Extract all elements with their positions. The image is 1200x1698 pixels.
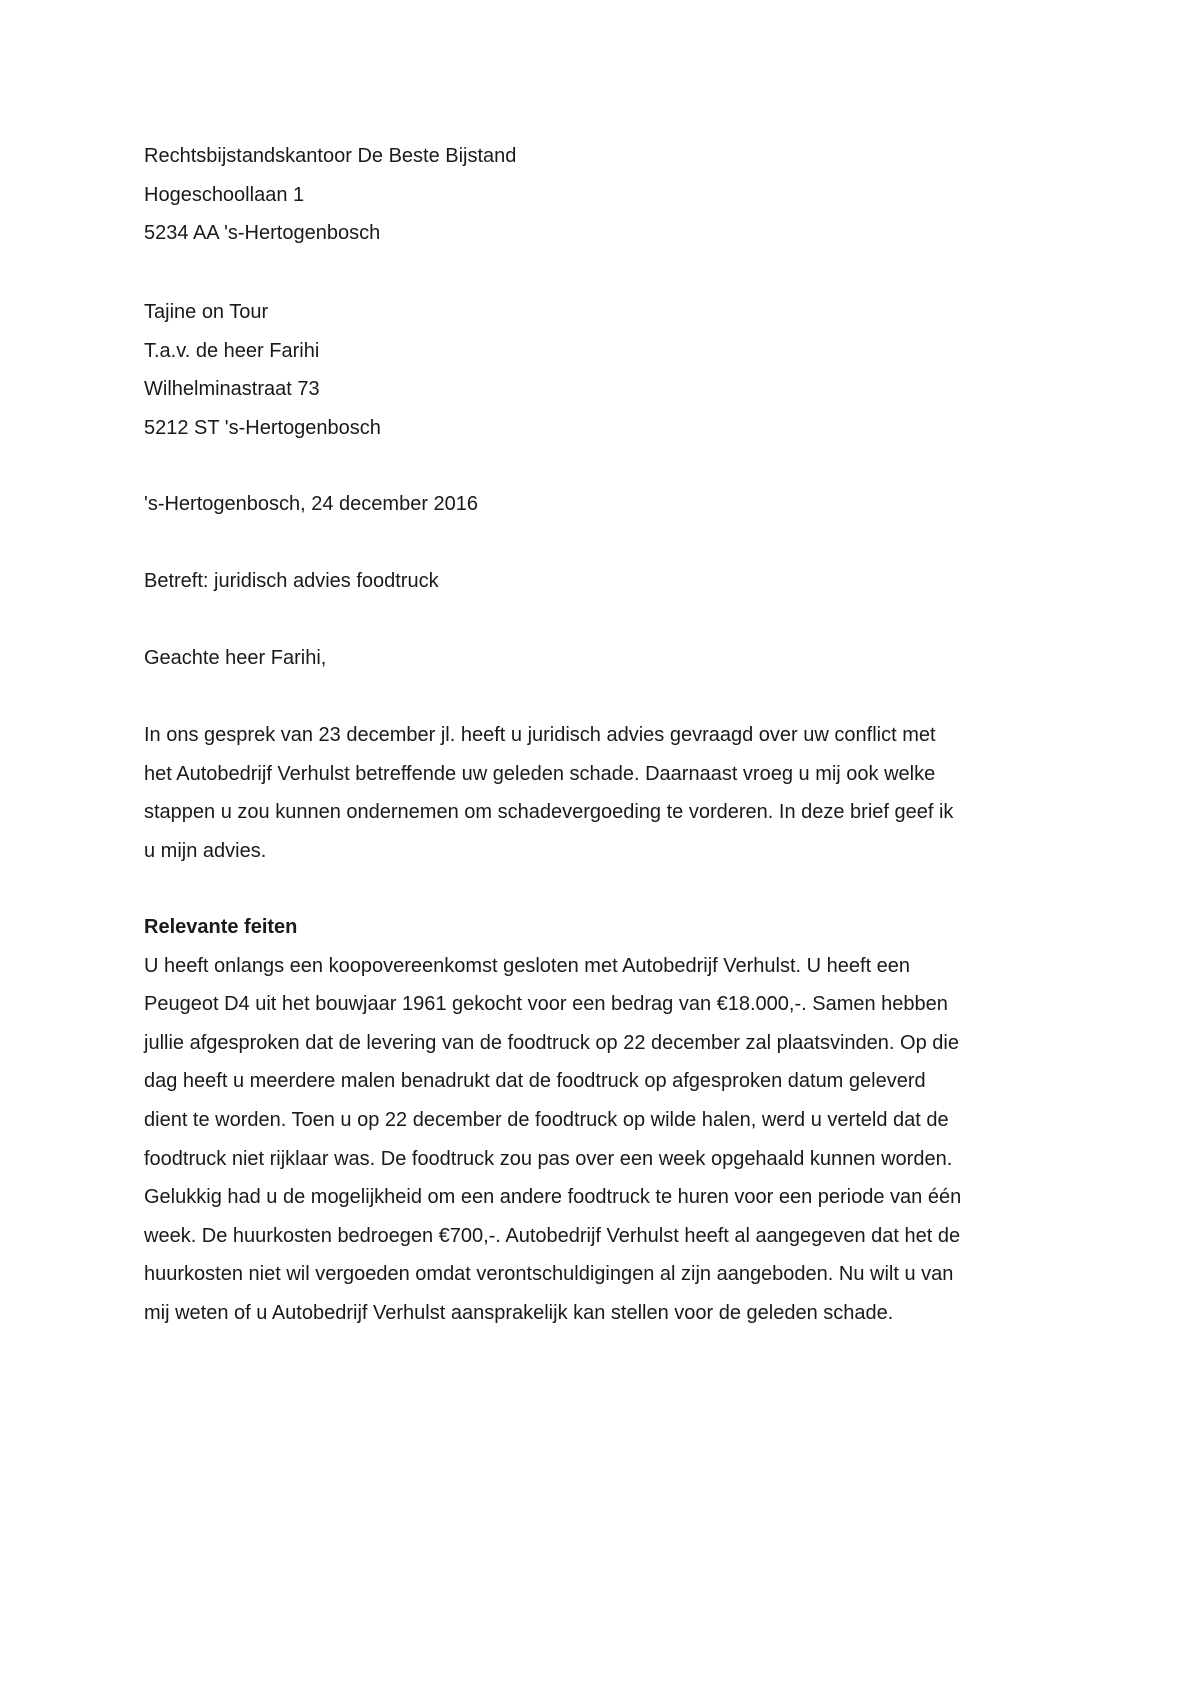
intro-paragraph [144, 716, 1064, 870]
facts-line: foodtruck niet rijklaar was. De foodtruck zou pas over een week opgehaald kunnen worden. [144, 1147, 953, 1170]
letter-salutation [144, 639, 1064, 678]
intro-line: het Autobedrijf Verhulst betreffende uw geleden schade. Daarnaast vroeg u mij ook welke [144, 762, 936, 785]
intro-line: stappen u zou kunnen ondernemen om schadevergoeding te vorderen. In deze brief geef ik [144, 801, 954, 824]
facts-line: Gelukkig had u de mogelijkheid om een andere foodtruck te huren voor een periode van één [144, 1186, 962, 1209]
salutation-line: Geachte heer Farihi, [144, 647, 327, 669]
date-line: 's-Hertogenbosch, 24 december 2016 [144, 493, 479, 515]
sender-city: 5234 AA 's-Hertogenbosch [144, 222, 381, 245]
facts-line: jullie afgesproken dat de levering van de foodtruck op 22 december zal plaatsvinden. Op die [144, 1031, 959, 1054]
sender-name: Rechtsbijstandskantoor De Beste Bijstand [144, 145, 517, 167]
facts-line: huurkosten niet wil vergoeden omdat verontschuldigingen al zijn aangeboden. Nu wilt u van [144, 1263, 954, 1286]
recipient-city: 5212 ST 's-Hertogenbosch [144, 416, 381, 439]
facts-line: week. De huurkosten bedroegen €700,-. Autobedrijf Verhulst heeft al aangegeven dat het de [144, 1224, 961, 1247]
facts-section [144, 908, 1064, 1333]
facts-line: mij weten of u Autobedrijf Verhulst aansprakelijk kan stellen voor de geleden schade. [144, 1301, 894, 1324]
subject-line: Betreft: juridisch advies foodtruck [144, 570, 439, 592]
sender-street: Hogeschoollaan 1 [144, 183, 305, 206]
recipient-attention: T.a.v. de heer Farihi [144, 339, 320, 362]
recipient-address [144, 293, 1064, 447]
sender-address [144, 137, 1064, 253]
facts-line: dag heeft u meerdere malen benadrukt dat de foodtruck op afgesproken datum geleverd [144, 1070, 926, 1093]
section-heading: Relevante feiten [144, 916, 298, 938]
facts-line: dient te worden. Toen u op 22 december de foodtruck op wilde halen, werd u verteld dat de [144, 1108, 949, 1131]
letter-date [144, 485, 1064, 524]
recipient-street: Wilhelminastraat 73 [144, 378, 320, 401]
facts-line: Peugeot D4 uit het bouwjaar 1961 gekocht voor een bedrag van €18.000,-. Samen hebben [144, 993, 948, 1016]
letter-subject [144, 562, 1064, 601]
intro-line: u mijn advies. [144, 839, 267, 862]
facts-line: U heeft onlangs een koopovereenkomst gesloten met Autobedrijf Verhulst. U heeft een [144, 954, 911, 977]
intro-line: In ons gesprek van 23 december jl. heeft u juridisch advies gevraagd over uw conflict met [144, 724, 936, 746]
recipient-company: Tajine on Tour [144, 301, 269, 323]
